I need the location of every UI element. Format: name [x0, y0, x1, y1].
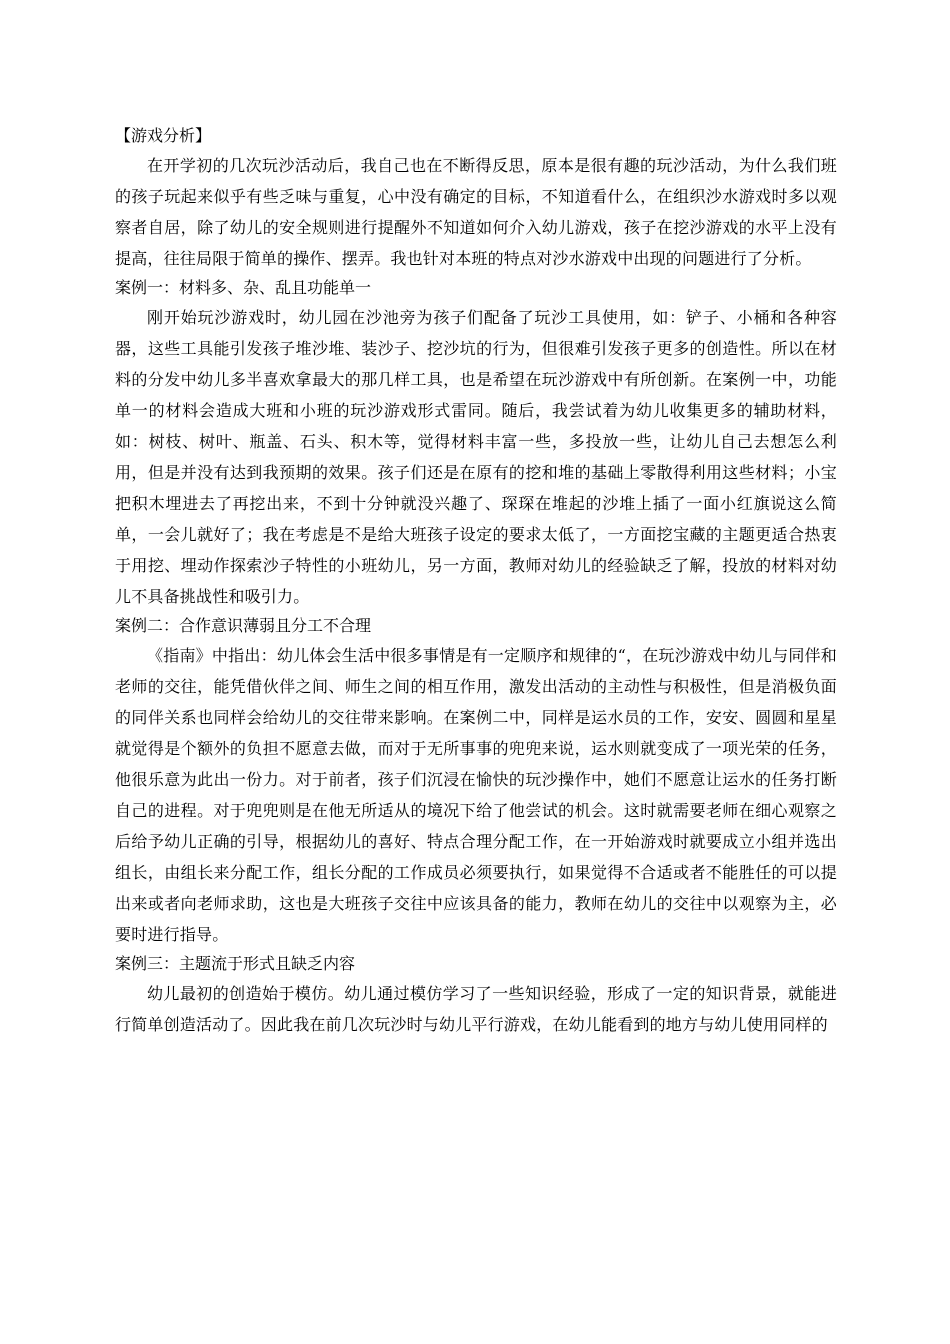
case-1-body: 刚开始玩沙游戏时，幼儿园在沙池旁为孩子们配备了玩沙工具使用，如：铲子、小桶和各种容器，这些工具能引发孩子堆沙堆、装沙子、挖沙坑的行为，但很难引发孩子更多的创造性。所以在材料的分发中幼儿多半喜欢拿最大的那几样工具，也是希望在玩沙游戏中有所创新。在案例一中，功能单一的材料会造成大班和小班的玩沙游戏形式雷同。随后，我尝试着为幼儿收集更多的辅助材料，如：树枝、树叶、瓶盖、石头、积木等，觉得材料丰富一些，多投放一些，让幼儿自己去想怎么利用，但是并没有达到我预期的效果。孩子们还是在原有的挖和堆的基础上零散得利用这些材料；小宝把积木埋进去了再挖出来，不到十分钟就没兴趣了、琛琛在堆起的沙堆上插了一面小红旗说这么简单，一会儿就好了；我在考虑是不是给大班孩子设定的要求太低了，一方面挖宝藏的主题更适合热衷于用挖、埋动作探索沙子特性的小班幼儿，另一方面，教师对幼儿的经验缺乏了解，投放的材料对幼儿不具备挑战性和吸引力。: [115, 308, 837, 606]
case-1-title: 案例一：材料多、杂、乱且功能单一: [115, 278, 372, 297]
case-3-body: 幼儿最初的创造始于模仿。幼儿通过模仿学习了一些知识经验，形成了一定的知识背景，就能进行简单创造活动了。因此我在前几次玩沙时与幼儿平行游戏，在幼儿能看到的地方与幼儿使用同样的: [115, 984, 837, 1034]
section-title: 【游戏分析】: [115, 126, 212, 145]
case-2-title: 案例二：合作意识薄弱且分工不合理: [115, 616, 372, 635]
document-page: [115, 122, 837, 1040]
case-3-title: 案例三：主题流于形式且缺乏内容: [115, 954, 356, 973]
case-2-body: 《指南》中指出：幼儿体会生活中很多事情是有一定顺序和规律的“，在玩沙游戏中幼儿与同伴和老师的交往，能凭借伙伴之间、师生之间的相互作用，激发出活动的主动性与积极性，但是消极负面的同伴关系也同样会给幼儿的交往带来影响。在案例二中，同样是运水员的工作，安安、圆圆和星星就觉得是个额外的负担不愿意去做，而对于无所事事的兜兜来说，运水则就变成了一项光荣的任务，他很乐意为此出一份力。对于前者，孩子们沉浸在愉快的玩沙操作中，她们不愿意让运水的任务打断自己的进程。对于兜兜则是在他无所适从的境况下给了他尝试的机会。这时就需要老师在细心观察之后给予幼儿正确的引导，根据幼儿的喜好、特点合理分配工作，在一开始游戏时就要成立小组并选出组长，由组长来分配工作，组长分配的工作成员必须要执行，如果觉得不合适或者不能胜任的可以提出来或者向老师求助，这也是大班孩子交往中应该具备的能力，教师在幼儿的交往中以观察为主，必要时进行指导。: [115, 646, 837, 944]
intro-paragraph: 在开学初的几次玩沙活动后，我自己也在不断得反思，原本是很有趣的玩沙活动，为什么我们班的孩子玩起来似乎有些乏味与重复，心中没有确定的目标，不知道看什么，在组织沙水游戏时多以观察者自居，除了幼儿的安全规则进行提醒外不知道如何介入幼儿游戏，孩子在挖沙游戏的水平上没有提高，往往局限于简单的操作、摆弄。我也针对本班的特点对沙水游戏中出现的问题进行了分析。: [115, 156, 837, 268]
